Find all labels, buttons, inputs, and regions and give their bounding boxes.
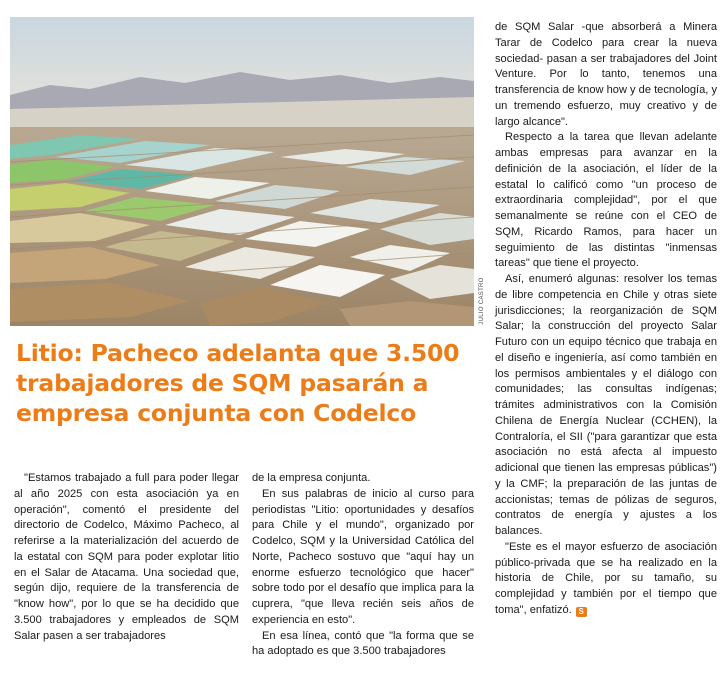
paragraph-last: [495, 540, 717, 619]
paragraph-continuation: de SQM Salar -que absorberá a Minera Tarar de Codelco para crear la nueva sociedad- pasan a ser trabajadores del Joint Venture. Por lo tanto, tenemos una transferencia de know how y de tecnología, y un tremendo esfuerzo, muy creativo y de largo alcance".: [495, 21, 718, 128]
photo-credit-text: JULIO CASTRO: [479, 277, 485, 325]
paragraph: En esa línea, contó que "la forma que se ha adoptado es que 3.500 trabajadores: [252, 629, 474, 658]
salar-aerial-photo: [10, 17, 474, 326]
article-column-1: [14, 471, 239, 644]
paragraph: "Estamos trabajado a full para poder llegar al año 2025 con esta asociación ya en operación", comentó el presidente del directorio de Codelco, Máximo Pacheco, al referirse a la materialización del acuerdo de la estatal con SQM para poder explotar litio en el Salar de Atacama. Una sociedad que, según dijo, requiere de la transferencia de "know how", por lo que se ha decidido que 3.500 trabajadores y empleados de SQM Salar pasen a ser trabajadores: [14, 472, 239, 642]
article-column-3: [495, 20, 717, 619]
paragraph: En sus palabras de inicio al curso para periodistas "Litio: oportunidades y desafíos para Chile y el mundo", organizado por Codelco, SQM y la Universidad Católica del Norte, Pacheco sostuvo que "aquí hay un enorme esfuerzo tecnológico que hacer" sobre todo por el desafío que implica para la cuprera, "que lleva recién seis años de experiencia en esto".: [252, 487, 474, 626]
paragraph: Así, enumeró algunas: resolver los temas de libre competencia en Chile y otras siete jurisdicciones; la reorganización de SQM Salar; la construcción del proyecto Salar Futuro con un equipo técnico que trabaja en el diseño e ingeniería, así como también en los permisos ambientales y el diálogo con comunidades; las consultas indígenas; trámites administrativos con la Comisión Chilena de Energía Nuclear (CCHEN), la Contraloría, el SII ("para garantizar que esta asociación no está afecta al impuesto adicional que tienen las empresas públicas") y la CMF; la preparación de las juntas de accionistas; temas de pólizas de seguros, contratos de energía y ajustes a los balances.: [495, 273, 717, 537]
article-column-2: [252, 471, 474, 660]
paragraph-continuation: de la empresa conjunta.: [252, 472, 371, 484]
paragraph: Respecto a la tarea que llevan adelante ambas empresas para avanzar en la definición de la asociación, el líder de la estatal lo calificó como "un proceso de extraordinaria complejidad", por el que semanalmente se reúne con el CEO de SQM, Ricardo Ramos, para hacer un seguimiento de las distintas "inmensas tareas" que tiene el proyecto.: [495, 131, 717, 270]
article-headline: Litio: Pacheco adelanta que 3.500 trabajadores de SQM pasarán a empresa conjunta con Codelco: [16, 339, 460, 427]
salar-photo-graphic: [10, 17, 474, 326]
photo-credit: [477, 272, 487, 332]
end-of-article-icon: S: [576, 607, 587, 617]
paragraph-last-text: "Este es el mayor esfuerzo de asociación público-privada que se ha realizado en la historia de Chile, por su tamaño, su complejidad y también por el tiempo que toma", enfatizó.: [495, 540, 717, 616]
